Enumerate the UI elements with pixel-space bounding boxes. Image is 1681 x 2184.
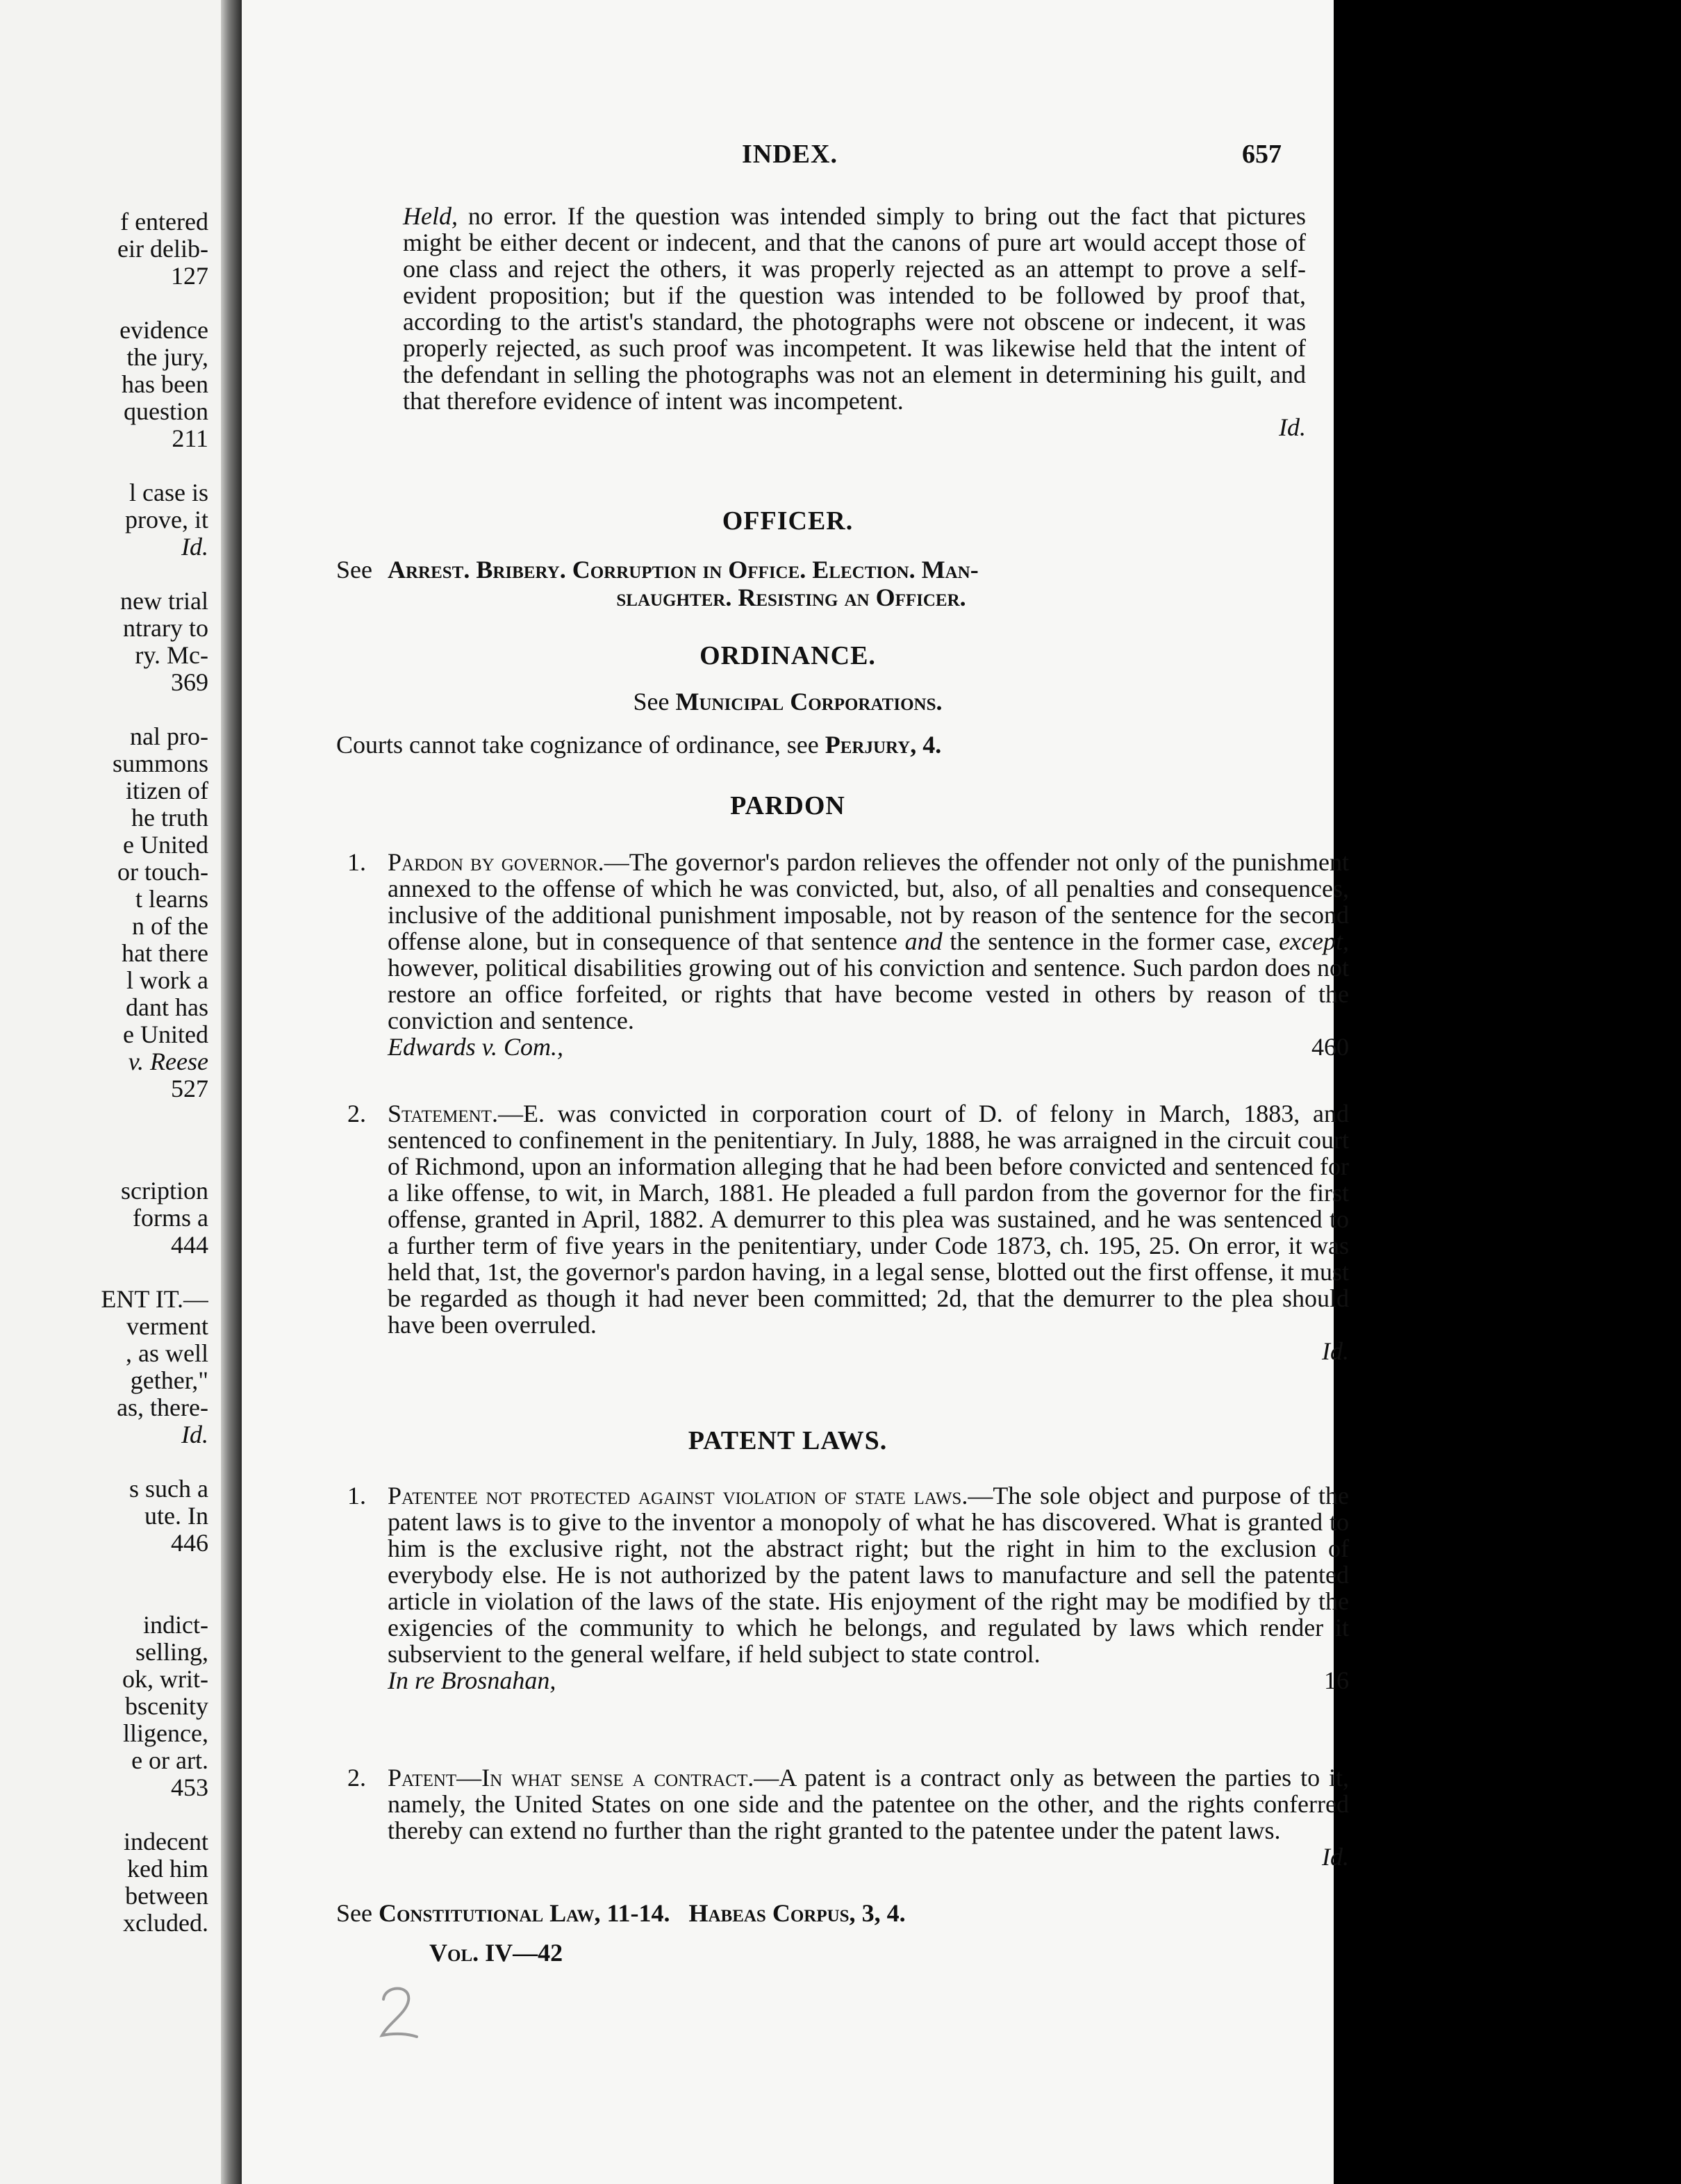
- entry-lead: Patentee not protected against violation of state laws.: [388, 1482, 968, 1509]
- left-page-fragment: bscenity: [125, 1692, 208, 1720]
- left-page-fragment: ENT IT.—: [101, 1285, 208, 1313]
- left-page-fragment: ntrary to: [123, 614, 208, 642]
- left-page-fragment: xcluded.: [123, 1909, 208, 1937]
- pencil-mark-glyph: [375, 1980, 424, 2042]
- left-page-fragment: e United: [123, 1020, 208, 1048]
- held-label: Held,: [403, 202, 458, 230]
- entry-number: 2.: [347, 1764, 366, 1792]
- left-page-fragment: eir delib-: [117, 235, 208, 263]
- left-page-fragment: the jury,: [126, 343, 208, 371]
- see-label: See: [336, 1899, 372, 1927]
- patent-entry-2: [347, 1764, 1349, 1870]
- entry-body-italic: except,: [1279, 927, 1350, 955]
- left-page-fragment: verment: [126, 1312, 208, 1340]
- entry-body: —The sole object and purpose of the patent laws is to give to the inventor a monopoly of what he has discovered. What is granted to him is the exclusive right, not the abstract right; but the right in him to the exclusion of everybody else. He is not authorized by the patent laws to manufacture and sell the patented article in violation of the laws of the state. His enjoyment of the right may be modified by the exigencies of the community to which he belongs, and regulated by laws which render it subservient to the general welfare, if held subject to state control.: [388, 1482, 1349, 1668]
- entry-lead: Patent—In what sense a contract.: [388, 1764, 754, 1792]
- left-page-fragment: ry. Mc-: [135, 641, 208, 669]
- left-page-fragment: n of the: [132, 912, 208, 940]
- left-page-fragment: forms a: [133, 1204, 208, 1232]
- officer-see-references: [336, 556, 1309, 611]
- left-page-fragment: v. Reese: [128, 1048, 208, 1075]
- left-page-fragment: nal pro-: [130, 722, 208, 750]
- see-ref-habeas-corpus: Habeas Corpus,: [688, 1899, 856, 1927]
- pencil-mark: [375, 1980, 424, 2046]
- ordinance-see-reference: [242, 688, 1334, 715]
- intro-body: no error. If the question was intended simply to bring out the fact that pictures might be either decent or indecent, and that the canons of pure art would accept those of one class and reject the others, it was properly rejected as an attempt to prove a self-evident proposition; but if the question was intended to be followed by proof that, according to the artist's standard, the photographs were not obscene or indecent, it was properly rejected, as such proof was incompetent. It was likewise held that the intent of the defendant in selling the photographs was not an element in determining his guilt, and that therefore evidence of intent was incompetent.: [403, 202, 1306, 415]
- left-page-fragment: or touch-: [117, 858, 208, 886]
- left-page-fragment: question: [124, 397, 208, 425]
- left-page-fragment: dant has: [126, 993, 208, 1021]
- heading-officer: OFFICER.: [722, 506, 854, 536]
- left-page-fragment: selling,: [135, 1638, 208, 1666]
- left-page-fragment: 453: [171, 1773, 208, 1801]
- patent-entry-1: [347, 1482, 1349, 1694]
- left-page-fragment: prove, it: [125, 506, 208, 533]
- left-page-text-fragments: [0, 208, 208, 1102]
- heading-ordinance: ORDINANCE.: [699, 641, 876, 670]
- patent-see-references: [336, 1899, 1309, 1927]
- left-page-fragment: indict-: [143, 1612, 208, 1639]
- left-page-fragment: , as well: [126, 1339, 208, 1367]
- left-page-fragment: e or art.: [131, 1746, 208, 1774]
- pardon-entry-2: [347, 1100, 1349, 1364]
- book-gutter: [221, 0, 242, 2184]
- entry-body-italic: and: [904, 927, 943, 955]
- left-page-fragment: s such a: [129, 1475, 208, 1503]
- entry-lead: Statement.: [388, 1100, 498, 1127]
- entry-number: 1.: [347, 1482, 366, 1509]
- left-page-fragment: Id.: [181, 1421, 208, 1448]
- left-page-fragment: 369: [171, 668, 208, 696]
- ordinance-note: [336, 731, 1309, 759]
- left-page-fragment: ute. In: [144, 1502, 208, 1530]
- entry-page: 16: [1324, 1666, 1349, 1694]
- running-head: [242, 139, 1334, 174]
- page-number: 657: [1242, 140, 1282, 169]
- left-page-fragment: indecent: [124, 1828, 208, 1855]
- left-page-fragment: l case is: [129, 479, 208, 506]
- running-title: INDEX.: [742, 140, 838, 169]
- ordinance-note-text: Courts cannot take cognizance of ordinance, see: [336, 731, 819, 759]
- see-label: See: [633, 688, 670, 715]
- left-page-fragment: 444: [171, 1231, 208, 1259]
- heading-patent-laws: PATENT LAWS.: [688, 1426, 888, 1455]
- left-page-fragment: has been: [122, 370, 208, 398]
- left-page-fragment: hat there: [122, 939, 208, 967]
- pardon-entry-1: [347, 849, 1349, 1060]
- entry-number: 1.: [347, 848, 366, 876]
- intro-cite: Id.: [1279, 413, 1306, 441]
- entry-cite: Id.: [1322, 1337, 1349, 1365]
- left-page-fragment: t learns: [135, 885, 208, 913]
- left-page-fragment: lligence,: [123, 1719, 208, 1747]
- left-page-edge: [0, 0, 221, 2184]
- left-page-fragment: between: [125, 1882, 208, 1910]
- see-ref-constitutional-law: Constitutional Law,: [378, 1899, 601, 1927]
- signature-mark: [429, 1938, 563, 1967]
- left-page-fragment: 211: [172, 424, 208, 452]
- ordinance-see-ref: Municipal Corporations.: [675, 688, 943, 715]
- left-page-fragment: he truth: [131, 804, 208, 832]
- entry-body: —The governor's pardon relieves the offender not only of the punishment annexed to the offense of which he was convicted, but, also, of all penalties and consequences, inclusive of the additional punishment imposable, not by reason of the sentence for the second offense alone, but in consequence of that sentence: [388, 848, 1349, 955]
- left-page-fragment: ked him: [127, 1855, 208, 1883]
- left-page-fragment: [0, 452, 208, 479]
- heading-pardon: PARDON: [730, 791, 845, 820]
- entry-cite: Id.: [1322, 1843, 1349, 1871]
- left-page-fragment: Id.: [181, 533, 208, 561]
- left-page-fragment: e United: [123, 831, 208, 859]
- left-page-fragment: itizen of: [126, 777, 208, 804]
- left-page-fragment: ok, writ-: [122, 1665, 208, 1693]
- entry-body: the sentence in the former case,: [950, 927, 1272, 955]
- left-page-fragment: f entered: [120, 208, 208, 235]
- left-page-fragment: [0, 1448, 208, 1475]
- left-page-text-fragments: [0, 1177, 208, 1557]
- see-ref-constitutional-law-sections: 11-14.: [606, 1899, 670, 1927]
- left-page-fragment: [0, 561, 208, 588]
- ordinance-note-ref: Perjury, 4.: [825, 731, 942, 759]
- officer-see-line-1: Arrest. Bribery. Corruption in Office. Election. Man-: [387, 556, 979, 584]
- left-page-fragment: summons: [112, 750, 208, 777]
- see-ref-habeas-corpus-sections: 3, 4.: [861, 1899, 906, 1927]
- entry-body: however, political disabilities growing out of his conviction and sentence. Such pardon does not restore an office forfeited, or rights that have become vested in others by reason of the conviction and sentence.: [388, 954, 1349, 1034]
- left-page-fragment: [0, 1801, 208, 1828]
- signature-text: Vol. IV—42: [429, 1939, 563, 1967]
- entry-body: —E. was convicted in corporation court of D. of felony in March, 1883, and sentenced to confinement in the penitentiary. In July, 1888, he was arraigned in the circuit court of Richmond, upon an information alleging that he had been before convicted and sentenced for a like offense, to wit, in March, 1881. He pleaded a full pardon from the governor for the first offense, granted in April, 1882. A demurrer to this plea was sustained, and he was sentenced to a further term of five years in the penitentiary, under Code 1873, ch. 195, 25. On error, it was held that, 1st, the governor's pardon having, in a legal sense, blotted out the first offense, it must be regarded as though it had never been committed; 2d, that the demurrer to the plea should have been overruled.: [388, 1100, 1349, 1339]
- left-page-fragment: new trial: [120, 587, 208, 615]
- left-page-fragment: as, there-: [117, 1393, 208, 1421]
- entry-case: Edwards v. Com.,: [388, 1033, 564, 1061]
- left-page-fragment: 527: [171, 1075, 208, 1102]
- left-page-fragment: [0, 290, 208, 317]
- left-page-fragment: [0, 696, 208, 723]
- entry-number: 2.: [347, 1100, 366, 1127]
- left-page-fragment: scription: [121, 1177, 208, 1205]
- entry-case: In re Brosnahan,: [388, 1666, 556, 1694]
- left-page-text-fragments: [0, 1612, 208, 1937]
- left-page-fragment: [0, 1259, 208, 1286]
- left-page-fragment: 127: [171, 262, 208, 290]
- see-label: See: [336, 556, 372, 584]
- entry-page: 460: [1311, 1033, 1349, 1061]
- left-page-fragment: l work a: [126, 966, 208, 994]
- entry-body: —A patent is a contract only as between the parties to it, namely, the United States on one side and the patentee on the other, and the rights conferred thereby can extend no further than the right granted to the patentee under the patent laws.: [388, 1764, 1350, 1844]
- left-page-fragment: gether,": [130, 1366, 208, 1394]
- left-page-fragment: 446: [171, 1529, 208, 1557]
- officer-see-line-2: slaughter. Resisting an Officer.: [616, 584, 966, 611]
- intro-paragraph-body: [403, 203, 1306, 440]
- left-page-fragment: evidence: [119, 316, 208, 344]
- entry-lead: Pardon by governor.: [388, 848, 604, 876]
